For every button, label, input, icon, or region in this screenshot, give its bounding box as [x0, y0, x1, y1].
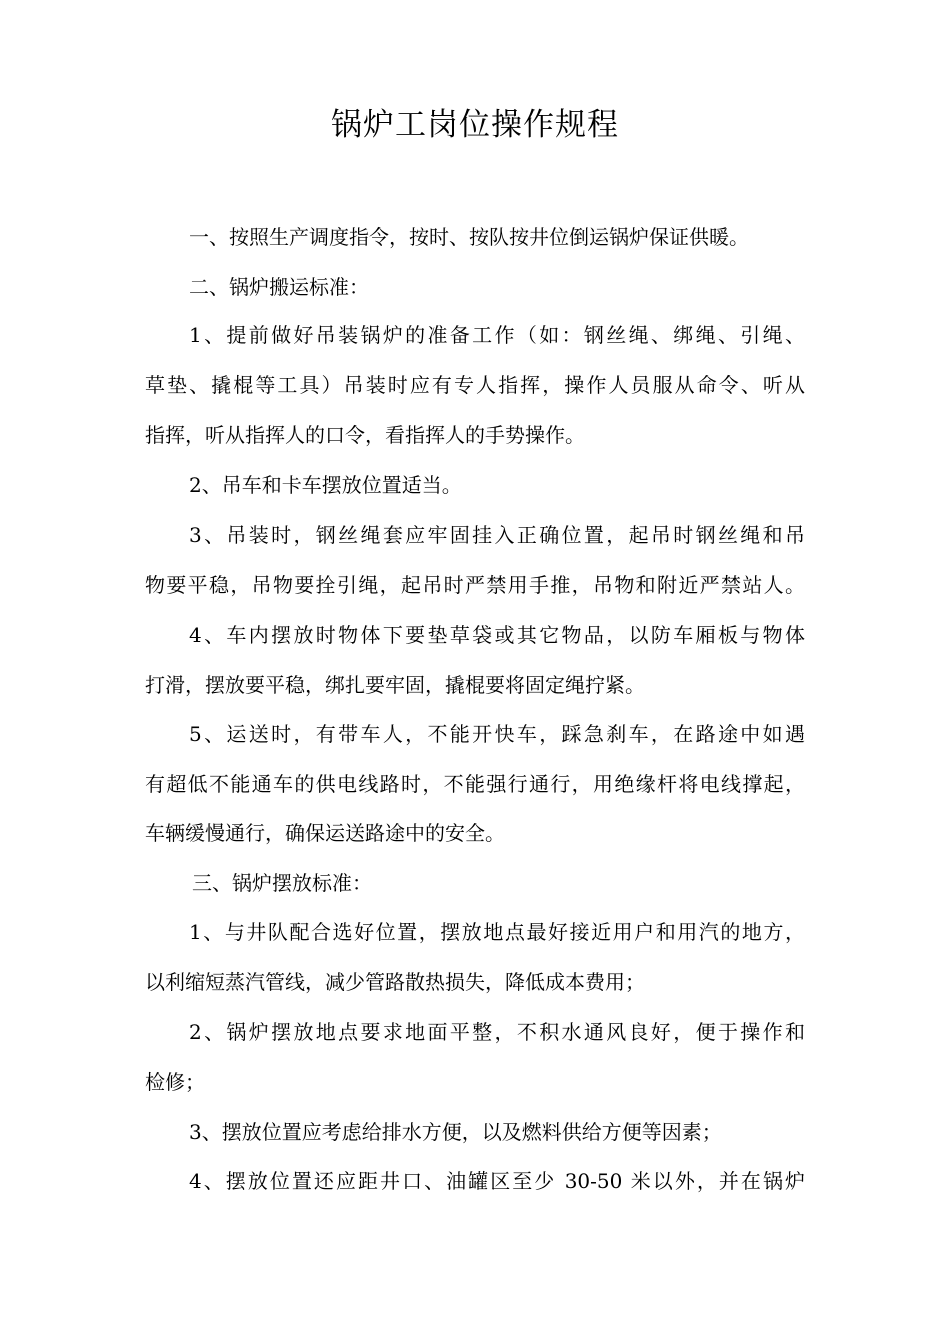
paragraph-line: 3、吊装时，钢丝绳套应牢固挂入正确位置，起吊时钢丝绳和吊 [189, 523, 805, 547]
paragraph-line: 1、与井队配合选好位置，摆放地点最好接近用户和用汽的地方， [189, 920, 805, 944]
paragraph-line: 物要平稳，吊物要拴引绳，起吊时严禁用手推，吊物和附近严禁站人。 [145, 573, 805, 597]
paragraph-line: 一、按照生产调度指令，按时、按队按井位倒运锅炉保证供暖。 [189, 225, 749, 249]
paragraph-line: 4、摆放位置还应距井口、油罐区至少 30-50 米以外，并在锅炉 [189, 1169, 805, 1193]
paragraph-line: 2、锅炉摆放地点要求地面平整，不积水通风良好，便于操作和 [189, 1020, 805, 1044]
paragraph-line: 以利缩短蒸汽管线，减少管路散热损失，降低成本费用； [145, 970, 645, 994]
paragraph-line: 指挥，听从指挥人的口令，看指挥人的手势操作。 [145, 423, 585, 447]
section-heading: 二、锅炉搬运标准： [189, 275, 369, 299]
document-title: 锅炉工岗位操作规程 [331, 107, 619, 143]
paragraph-line: 检修； [145, 1070, 205, 1094]
paragraph-line: 2、吊车和卡车摆放位置适当。 [189, 473, 462, 497]
paragraph-line: 4、车内摆放时物体下要垫草袋或其它物品，以防车厢板与物体 [189, 623, 805, 647]
section-heading: 三、锅炉摆放标准： [192, 871, 372, 895]
paragraph-line: 3、摆放位置应考虑给排水方便，以及燃料供给方便等因素； [189, 1120, 722, 1144]
paragraph-line: 车辆缓慢通行，确保运送路途中的安全。 [145, 821, 505, 845]
paragraph-line: 5、运送时，有带车人，不能开快车，踩急刹车，在路途中如遇 [189, 722, 805, 746]
paragraph-line: 有超低不能通车的供电线路时，不能强行通行，用绝缘杆将电线撑起， [145, 772, 805, 796]
paragraph-line: 打滑，摆放要平稳，绑扎要牢固，撬棍要将固定绳拧紧。 [145, 673, 645, 697]
paragraph-line: 草垫、撬棍等工具）吊装时应有专人指挥，操作人员服从命令、听从 [145, 373, 805, 397]
paragraph-line: 1、提前做好吊装锅炉的准备工作（如：钢丝绳、绑绳、引绳、 [189, 323, 805, 347]
